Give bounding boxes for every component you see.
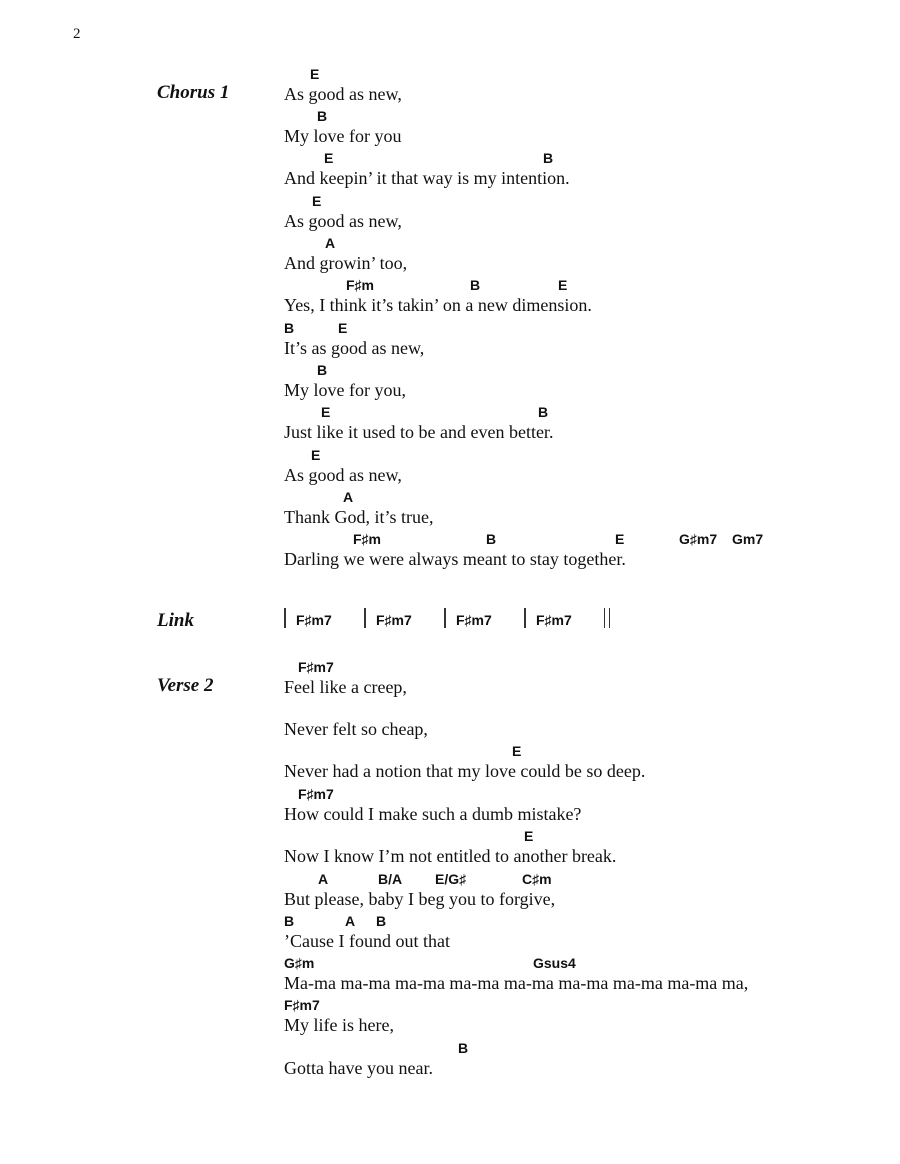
- lyric-line: My love for you,: [284, 380, 406, 400]
- chorus-line: [284, 320, 844, 360]
- chorus-line: [284, 66, 844, 106]
- page-number: 2: [73, 26, 81, 42]
- chord: B: [317, 362, 328, 378]
- chord: F♯m7: [298, 786, 334, 802]
- lyric-line: Darling we were always meant to stay together.: [284, 549, 626, 569]
- chord: B: [543, 150, 554, 166]
- lyric-line: And growin’ too,: [284, 253, 408, 273]
- chord: B: [470, 277, 481, 293]
- chord: E: [324, 150, 334, 166]
- chord: Gm7: [732, 531, 764, 547]
- link-chord: F♯m7: [536, 612, 572, 628]
- chord: E: [311, 447, 321, 463]
- verse-line: [284, 828, 844, 868]
- chorus-line: [284, 489, 844, 529]
- chord: E: [615, 531, 625, 547]
- verse-line: [284, 913, 844, 953]
- lyric-line: And keepin’ it that way is my intention.: [284, 168, 570, 188]
- chord: F♯m7: [284, 997, 320, 1013]
- chord: E: [512, 743, 522, 759]
- chorus-line: [284, 150, 844, 190]
- chord: C♯m: [522, 871, 552, 887]
- verse-line: [284, 786, 844, 826]
- lyric-line: Gotta have you near.: [284, 1058, 433, 1078]
- verse-line: [284, 659, 844, 699]
- chord: F♯m: [346, 277, 374, 293]
- bar-line: [524, 608, 526, 628]
- chorus-line: [284, 277, 844, 317]
- chord: E: [338, 320, 348, 336]
- chord: E: [558, 277, 568, 293]
- lyric-line: Now I know I’m not entitled to another break.: [284, 846, 617, 866]
- chord: Gsus4: [533, 955, 576, 971]
- lyric-line: Never had a notion that my love could be so deep.: [284, 761, 646, 781]
- verse-line: [284, 743, 844, 783]
- chorus-line: [284, 108, 844, 148]
- bar-line: [284, 608, 286, 628]
- chord: B: [458, 1040, 469, 1056]
- section-label-link: Link: [157, 610, 194, 631]
- bar-line: [444, 608, 446, 628]
- chord: G♯m: [284, 955, 315, 971]
- chorus-line: [284, 404, 844, 444]
- section-label-chorus-1: Chorus 1: [157, 82, 230, 103]
- chord: A: [318, 871, 329, 887]
- lyric-line: Never felt so cheap,: [284, 719, 428, 739]
- lyric-line: Ma-ma ma-ma ma-ma ma-ma ma-ma ma-ma ma-ma ma-ma ma,: [284, 973, 749, 993]
- chord: G♯m7: [679, 531, 718, 547]
- final-barline: [604, 608, 610, 628]
- verse-line: [284, 1040, 844, 1080]
- section-label-verse-2: Verse 2: [157, 675, 214, 696]
- verse-line: [284, 997, 844, 1037]
- chord: B: [538, 404, 549, 420]
- bar-line: [364, 608, 366, 628]
- verse-line: [284, 701, 844, 741]
- chord: E: [524, 828, 534, 844]
- lyric-line: Thank God, it’s true,: [284, 507, 434, 527]
- verse-line: [284, 871, 844, 911]
- lyric-line: How could I make such a dumb mistake?: [284, 804, 582, 824]
- chord: B: [376, 913, 387, 929]
- lyric-line: But please, baby I beg you to forgive,: [284, 889, 556, 909]
- chorus-line: [284, 193, 844, 233]
- link-chord: F♯m7: [456, 612, 492, 628]
- chord: B: [284, 913, 295, 929]
- lyric-line: Just like it used to be and even better.: [284, 422, 554, 442]
- chord: F♯m7: [298, 659, 334, 675]
- chord: A: [345, 913, 356, 929]
- link-chord: F♯m7: [376, 612, 412, 628]
- link-chord: F♯m7: [296, 612, 332, 628]
- lyric-line: As good as new,: [284, 465, 402, 485]
- chord: A: [343, 489, 354, 505]
- chord: F♯m: [353, 531, 381, 547]
- lyric-line: Feel like a creep,: [284, 677, 407, 697]
- lyric-line: As good as new,: [284, 84, 402, 104]
- chord: B: [317, 108, 328, 124]
- lyric-line: As good as new,: [284, 211, 402, 231]
- lyric-line: It’s as good as new,: [284, 338, 425, 358]
- chorus-line: [284, 447, 844, 487]
- verse-line: [284, 955, 844, 995]
- chorus-line: [284, 235, 844, 275]
- chorus-line: [284, 531, 844, 571]
- chord: E: [312, 193, 322, 209]
- chorus-line: [284, 362, 844, 402]
- chord: B/A: [378, 871, 403, 887]
- chord: B: [284, 320, 295, 336]
- chord: E: [310, 66, 320, 82]
- chord: E/G♯: [435, 871, 467, 887]
- lyric-line: Yes, I think it’s takin’ on a new dimension.: [284, 295, 592, 315]
- chord: B: [486, 531, 497, 547]
- lyric-line: My life is here,: [284, 1015, 394, 1035]
- lyric-line: My love for you: [284, 126, 402, 146]
- chord: E: [321, 404, 331, 420]
- lyric-line: ’Cause I found out that: [284, 931, 450, 951]
- chord: A: [325, 235, 336, 251]
- link-measures: [282, 606, 622, 632]
